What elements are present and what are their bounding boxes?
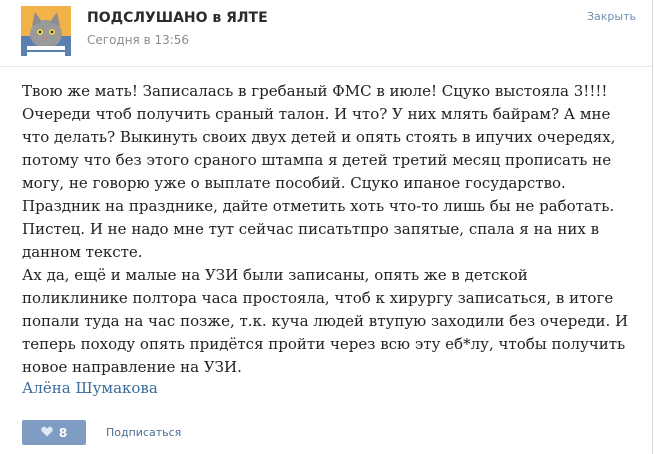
post-paragraph-1: Твою же мать! Записалась в гребаный ФМС в июле! Сцуко выстояла 3!!!! Очереди чтоб получить сраный талон. И что? У них млять байрам? А мне что делать? Выкинуть своих двух детей и опять стоять в ипучих очередях, потому что без этого сраного штампа я детей третий месяц прописать не могу, не говорю уже о выплате пособий. Сцуко ипаное государство. Праздник на празднике, дайте отметить хоть что-то лишь бы не работать. Пистец. И не надо мне тут сейчас писатьтпро запятые, спала я на них в данном тексте. <box>22 82 616 261</box>
post-text <box>22 80 632 379</box>
subscribe-link[interactable]: Подписаться <box>106 426 182 439</box>
close-link[interactable]: Закрыть <box>587 10 636 23</box>
header-divider <box>0 66 652 67</box>
heart-icon <box>41 426 53 440</box>
cat-avatar-icon <box>21 6 71 56</box>
group-avatar[interactable] <box>21 6 71 56</box>
post-paragraph-2: Ах да, ещё и малые на УЗИ были записаны, опять же в детской поликлинике полтора часа простояла, чтоб к хирургу записаться, в итоге попали туда на час позже, т.к. куча людей втупую заходили без очереди. И теперь походу опять придётся пройти через всю эту еб*лу, чтобы получить новое направление на УЗИ. <box>22 266 629 376</box>
author-link[interactable]: Алёна Шумакова <box>22 379 158 397</box>
group-name[interactable]: ПОДСЛУШАНО в ЯЛТЕ <box>87 10 268 26</box>
like-button[interactable] <box>22 420 86 445</box>
like-count: 8 <box>58 425 68 440</box>
post-timestamp[interactable]: Сегодня в 13:56 <box>87 33 190 47</box>
